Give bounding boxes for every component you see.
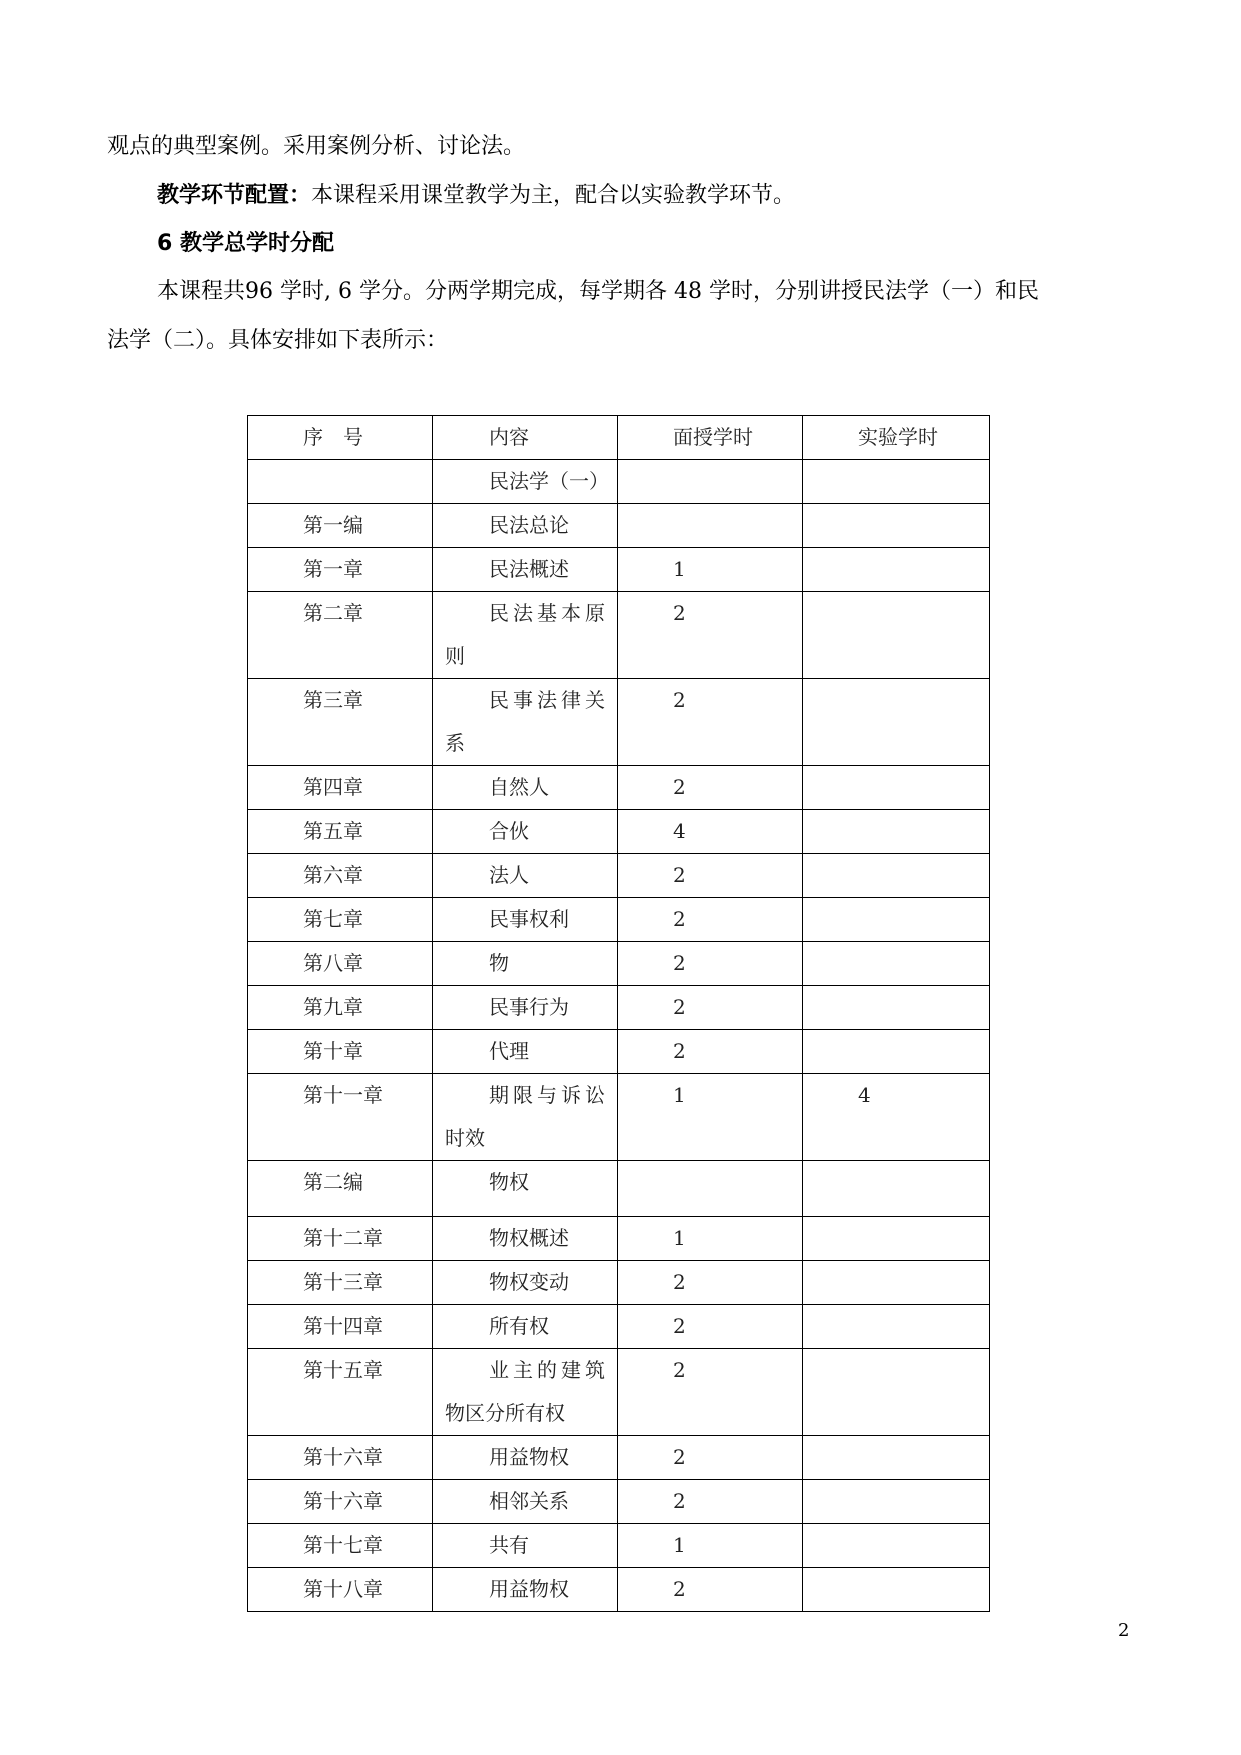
cell-seq: 第十二章 — [248, 1217, 433, 1261]
cell-content: 自然人 — [433, 766, 618, 810]
cell-seq: 第十五章 — [248, 1349, 433, 1436]
cell-content: 物 — [433, 942, 618, 986]
cell-lab-hours — [803, 1161, 990, 1217]
teaching-config-text: 本课程采用课堂教学为主，配合以实验教学环节。 — [311, 183, 796, 208]
teaching-config-label: 教学环节配置： — [157, 183, 312, 208]
cell-content: 法人 — [433, 854, 618, 898]
table-row — [248, 1568, 990, 1612]
table-row — [248, 1305, 990, 1349]
cell-lab-hours — [803, 854, 990, 898]
cell-lab-hours — [803, 592, 990, 679]
cell-seq: 第十八章 — [248, 1568, 433, 1612]
table-row — [248, 942, 990, 986]
cell-content: 民法总论 — [433, 504, 618, 548]
cell-lab-hours — [803, 1261, 990, 1305]
cell-face-hours: 2 — [618, 898, 803, 942]
cell-content: 相邻关系 — [433, 1480, 618, 1524]
cell-face-hours — [618, 460, 803, 504]
cell-seq: 第七章 — [248, 898, 433, 942]
cell-seq: 第二编 — [248, 1161, 433, 1217]
cell-lab-hours — [803, 942, 990, 986]
header-content: 内容 — [433, 416, 618, 460]
table-row — [248, 592, 990, 679]
cell-face-hours: 1 — [618, 1217, 803, 1261]
table-header-row — [248, 416, 990, 460]
cell-lab-hours: 4 — [803, 1074, 990, 1161]
cell-face-hours: 2 — [618, 766, 803, 810]
cell-content-line-2: 则 — [445, 644, 465, 668]
cell-seq: 第九章 — [248, 986, 433, 1030]
table-row — [248, 1524, 990, 1568]
cell-face-hours: 2 — [618, 592, 803, 679]
cell-seq: 第十四章 — [248, 1305, 433, 1349]
table-row — [248, 854, 990, 898]
header-lab-hours: 实验学时 — [803, 416, 990, 460]
cell-lab-hours — [803, 1305, 990, 1349]
cell-seq: 第一章 — [248, 548, 433, 592]
cell-seq: 第三章 — [248, 679, 433, 766]
table-row — [248, 1436, 990, 1480]
paragraph-hours-line-1: 本课程共96 学时, 6 学分。分两学期完成，每学期各 48 学时，分别讲授民法学（一）和民 — [157, 279, 1039, 304]
paragraph-line-1: 观点的典型案例。采用案例分析、讨论法。 — [107, 134, 526, 159]
table-row — [248, 1480, 990, 1524]
cell-content: 民事行为 — [433, 986, 618, 1030]
cell-face-hours: 2 — [618, 1030, 803, 1074]
cell-face-hours: 2 — [618, 986, 803, 1030]
table-row — [248, 898, 990, 942]
cell-lab-hours — [803, 1568, 990, 1612]
course-schedule-table — [247, 415, 990, 1612]
table-row — [248, 504, 990, 548]
cell-seq: 第十章 — [248, 1030, 433, 1074]
cell-face-hours: 2 — [618, 679, 803, 766]
cell-face-hours: 1 — [618, 1524, 803, 1568]
cell-lab-hours — [803, 986, 990, 1030]
cell-lab-hours — [803, 504, 990, 548]
cell-lab-hours — [803, 1349, 990, 1436]
cell-content: 民法学（一） — [433, 460, 618, 504]
cell-seq: 第五章 — [248, 810, 433, 854]
cell-content-line-1: 业主的建筑 — [489, 1358, 609, 1382]
cell-face-hours: 2 — [618, 1568, 803, 1612]
cell-content-line-1: 民法基本原 — [489, 601, 609, 625]
cell-face-hours: 1 — [618, 548, 803, 592]
cell-content: 用益物权 — [433, 1436, 618, 1480]
cell-seq: 第十一章 — [248, 1074, 433, 1161]
cell-lab-hours — [803, 810, 990, 854]
cell-seq: 第十三章 — [248, 1261, 433, 1305]
cell-lab-hours — [803, 548, 990, 592]
cell-face-hours: 2 — [618, 1436, 803, 1480]
cell-lab-hours — [803, 1030, 990, 1074]
cell-content — [433, 1074, 618, 1161]
cell-content: 所有权 — [433, 1305, 618, 1349]
table-row — [248, 1030, 990, 1074]
table-row — [248, 810, 990, 854]
header-face-hours: 面授学时 — [618, 416, 803, 460]
cell-content: 物权概述 — [433, 1217, 618, 1261]
cell-lab-hours — [803, 1436, 990, 1480]
cell-content: 代理 — [433, 1030, 618, 1074]
cell-seq: 第八章 — [248, 942, 433, 986]
cell-content: 物权 — [433, 1161, 618, 1217]
cell-lab-hours — [803, 1480, 990, 1524]
cell-face-hours: 2 — [618, 942, 803, 986]
paragraph-teaching-config — [157, 181, 795, 211]
cell-face-hours — [618, 504, 803, 548]
section-heading: 6 教学总学时分配 — [157, 231, 334, 256]
table-row — [248, 1217, 990, 1261]
cell-content — [433, 1349, 618, 1436]
cell-face-hours: 2 — [618, 1261, 803, 1305]
cell-content: 共有 — [433, 1524, 618, 1568]
cell-face-hours — [618, 1161, 803, 1217]
table-row — [248, 1161, 990, 1217]
cell-content-line-2: 系 — [445, 731, 465, 755]
table-row — [248, 1074, 990, 1161]
cell-lab-hours — [803, 679, 990, 766]
cell-seq: 第六章 — [248, 854, 433, 898]
table-row — [248, 1349, 990, 1436]
table-row — [248, 679, 990, 766]
cell-lab-hours — [803, 1217, 990, 1261]
cell-content: 合伙 — [433, 810, 618, 854]
cell-content-line-1: 民事法律关 — [489, 688, 609, 712]
cell-seq: 第十六章 — [248, 1436, 433, 1480]
cell-seq: 第一编 — [248, 504, 433, 548]
cell-content: 用益物权 — [433, 1568, 618, 1612]
cell-lab-hours — [803, 460, 990, 504]
cell-face-hours: 4 — [618, 810, 803, 854]
cell-content: 民事权利 — [433, 898, 618, 942]
cell-lab-hours — [803, 898, 990, 942]
table-row — [248, 766, 990, 810]
paragraph-hours-line-2: 法学（二）。具体安排如下表所示： — [107, 328, 449, 353]
cell-seq: 第十七章 — [248, 1524, 433, 1568]
cell-face-hours: 2 — [618, 1480, 803, 1524]
cell-content-line-2: 时效 — [445, 1126, 485, 1150]
cell-content: 物权变动 — [433, 1261, 618, 1305]
table-row — [248, 548, 990, 592]
cell-face-hours: 1 — [618, 1074, 803, 1161]
cell-face-hours: 2 — [618, 1349, 803, 1436]
cell-content-line-1: 期限与诉讼 — [489, 1083, 609, 1107]
cell-content — [433, 592, 618, 679]
cell-content-line-2: 物区分所有权 — [445, 1401, 565, 1425]
table-row — [248, 986, 990, 1030]
cell-lab-hours — [803, 766, 990, 810]
page-number: 2 — [1118, 1620, 1130, 1641]
cell-face-hours: 2 — [618, 854, 803, 898]
cell-content — [433, 679, 618, 766]
table-row — [248, 1261, 990, 1305]
cell-content: 民法概述 — [433, 548, 618, 592]
cell-seq — [248, 460, 433, 504]
table-row — [248, 460, 990, 504]
cell-seq: 第二章 — [248, 592, 433, 679]
header-seq: 序 号 — [248, 416, 433, 460]
cell-seq: 第四章 — [248, 766, 433, 810]
cell-lab-hours — [803, 1524, 990, 1568]
cell-seq: 第十六章 — [248, 1480, 433, 1524]
cell-face-hours: 2 — [618, 1305, 803, 1349]
